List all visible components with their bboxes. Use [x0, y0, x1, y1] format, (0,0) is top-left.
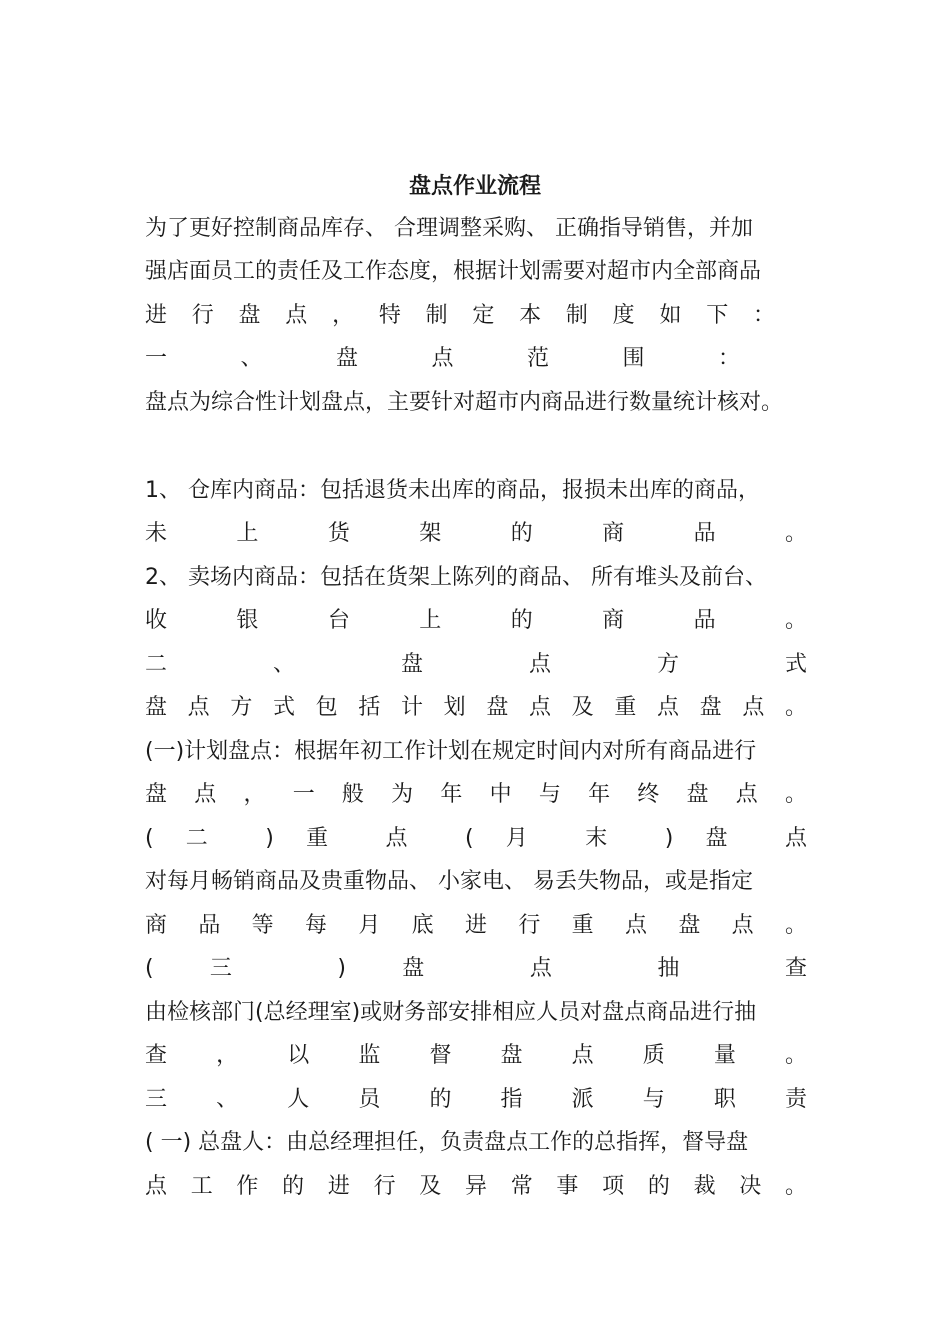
paragraph-line: 盘 点 方 式 包 括 计 划 盘 点 及 重 点 盘 点 。: [145, 695, 807, 720]
subsection-heading: ( 三 ) 盘 点 抽 查: [145, 956, 807, 981]
list-item: 2、 卖场内商品：包括在货架上陈列的商品、 所有堆头及前台、: [145, 565, 767, 590]
paragraph-line: 由检核部门(总经理室)或财务部安排相应人员对盘点商品进行抽: [145, 1000, 757, 1025]
section-heading: 三 、 人 员 的 指 派 与 职 责: [145, 1087, 807, 1112]
paragraph-line: 收 银 台 上 的 商 品 。: [145, 608, 807, 633]
list-item: 1、 仓库内商品：包括退货未出库的商品，报损未出库的商品，: [145, 478, 760, 503]
subsection-heading: ( 二 ) 重 点 ( 月 末 ) 盘 点: [145, 826, 807, 851]
paragraph-line: 查 ， 以 监 督 盘 点 质 量 。: [145, 1043, 807, 1068]
paragraph-line: (一)计划盘点：根据年初工作计划在规定时间内对所有商品进行: [145, 739, 757, 764]
section-heading: 二 、 盘 点 方 式: [145, 652, 807, 677]
paragraph-line: 盘 点 ， 一 般 为 年 中 与 年 终 盘 点 。: [145, 782, 807, 807]
paragraph-line: 对每月畅销商品及贵重物品、 小家电、 易丢失物品，或是指定: [145, 869, 753, 894]
paragraph-line: 进 行 盘 点 ， 特 制 定 本 制 度 如 下 ：: [145, 303, 775, 328]
paragraph-line: 点 工 作 的 进 行 及 异 常 事 项 的 裁 决 。: [145, 1174, 807, 1199]
paragraph-line: 未 上 货 架 的 商 品 。: [145, 521, 807, 546]
section-heading: 一 、 盘 点 范 围 ：: [145, 346, 740, 371]
paragraph-line: 盘点为综合性计划盘点，主要针对超市内商品进行数量统计核对。: [145, 390, 784, 415]
paragraph-line: 为了更好控制商品库存、 合理调整采购、 正确指导销售，并加: [145, 216, 753, 241]
paragraph-line: ( 一) 总盘人：由总经理担任，负责盘点工作的总指挥，督导盘: [145, 1130, 749, 1155]
paragraph-line: 商 品 等 每 月 底 进 行 重 点 盘 点 。: [145, 913, 807, 938]
paragraph-line: 强店面员工的责任及工作态度，根据计划需要对超市内全部商品: [145, 259, 762, 284]
document-title: 盘点作业流程: [408, 174, 541, 199]
